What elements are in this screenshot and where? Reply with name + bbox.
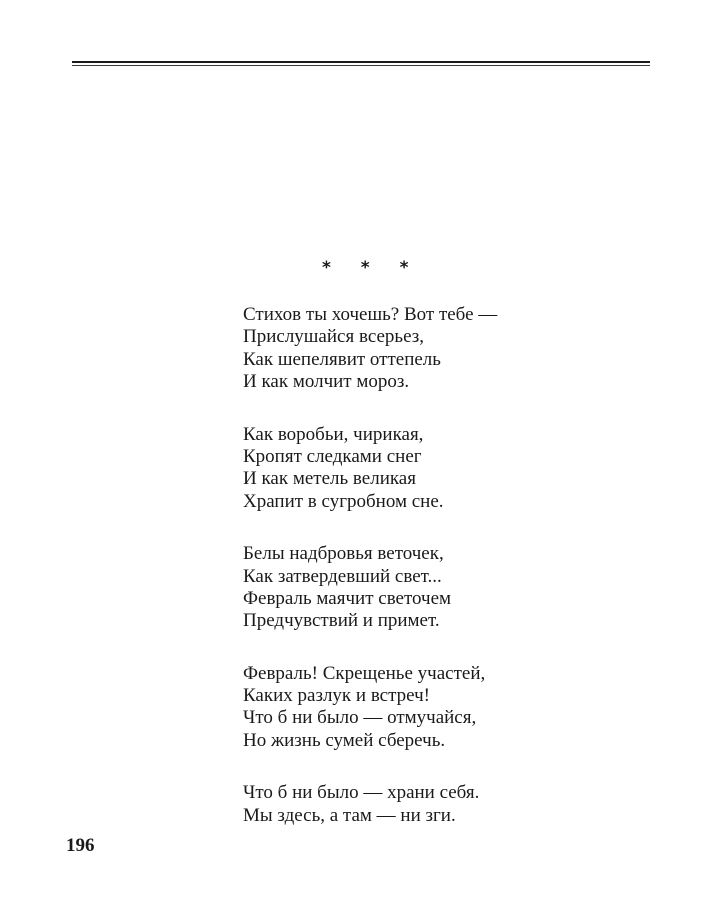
poem-line: Как затвердевший свет... [243, 565, 442, 587]
poem-line: Февраль! Скрещенье участей, [243, 662, 486, 684]
header-rule-thin [72, 65, 650, 66]
stanza [243, 543, 663, 633]
poem-line: Но жизнь сумей сберечь. [243, 729, 446, 751]
poem [243, 304, 663, 857]
poem-line: Мы здесь, а там — ни зги. [243, 804, 456, 826]
poem-line: Как воробьи, чирикая, [243, 423, 424, 445]
section-separator: * * * [322, 258, 421, 278]
poem-line: Каких разлук и встреч! [243, 685, 430, 707]
poem-line: Февраль маячит светочем [243, 587, 452, 609]
stanza [243, 782, 663, 827]
poem-line: И как молчит мороз. [243, 371, 410, 393]
poem-line: Храпит в сугробном сне. [243, 490, 444, 512]
poem-line: Стихов ты хочешь? Вот тебе — [243, 304, 498, 325]
poem-line: Белы надбровья веточек, [243, 543, 444, 565]
poem-line: Кропят следками снег [243, 445, 422, 467]
poem-line: Прислушайся всерьез, [243, 326, 425, 348]
header-rule-thick [72, 61, 650, 63]
poem-line: Что б ни было — отмучайся, [243, 707, 477, 729]
page-number: 196 [66, 835, 95, 856]
stanza [243, 663, 663, 753]
poem-line: Как шепелявит оттепель [243, 348, 441, 370]
stanza [243, 424, 663, 514]
poem-line: Предчувствий и примет. [243, 610, 440, 632]
poem-line: И как метель великая [243, 468, 416, 490]
stanza [243, 304, 663, 394]
poem-line: Что б ни было — храни себя. [243, 782, 480, 804]
header-rule [72, 61, 650, 67]
